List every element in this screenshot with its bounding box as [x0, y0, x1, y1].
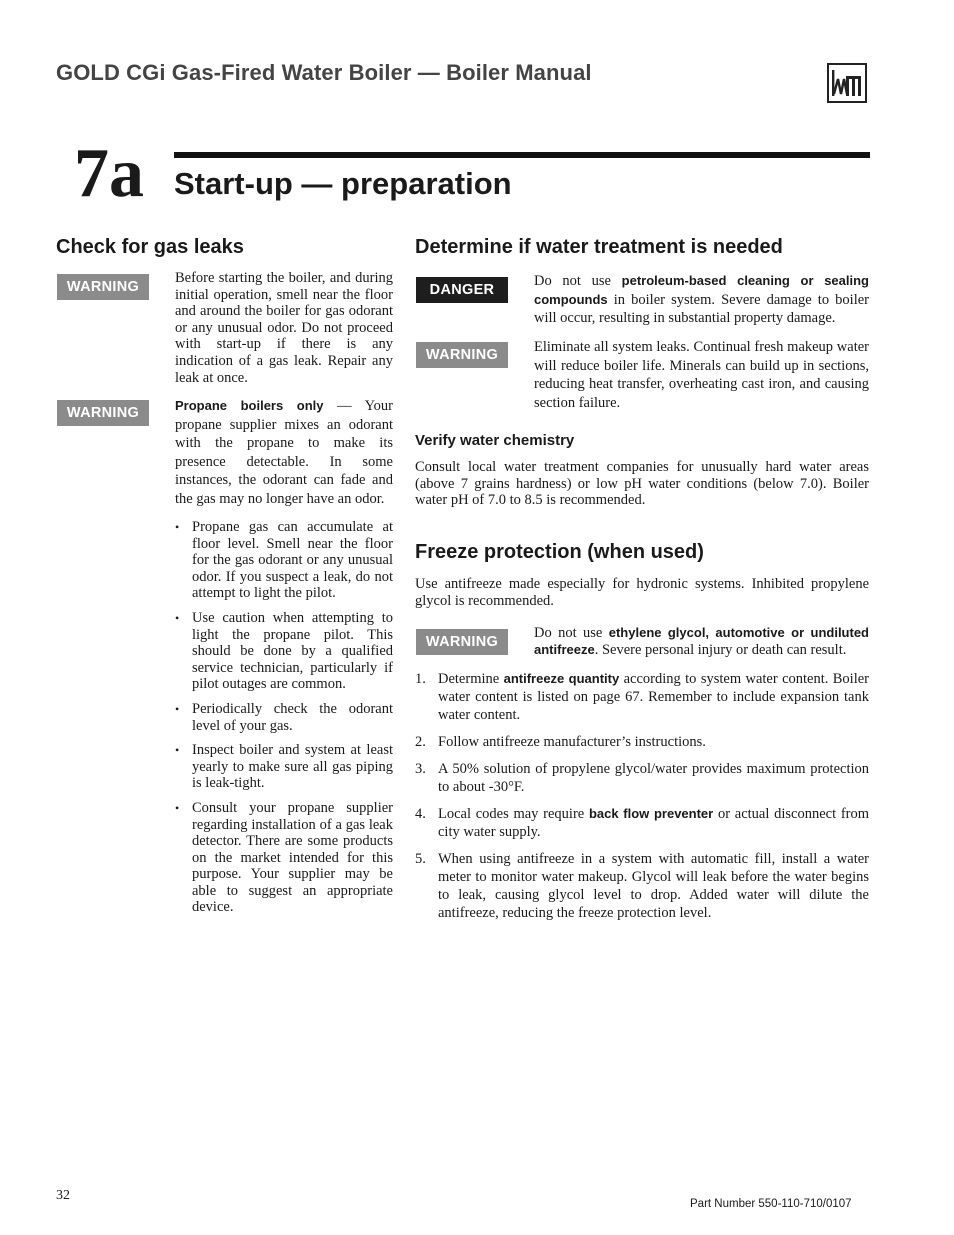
step-text-bold: antifreeze quantity	[503, 671, 620, 686]
list-item: • Consult your propane supplier regarding installation of a gas leak detector. There are some products on the market intended for this purpose. Your supplier may be able to suggest an appropriate device.	[175, 800, 393, 916]
water-chemistry-text: Consult local water treatment companies for unusually hard water areas (above 7 grains hardness) or low pH water conditions (below 7.0). Boiler water pH of 7.0 to 8.5 is recommended.	[415, 459, 869, 509]
freeze-protection-heading: Freeze protection (when used)	[415, 541, 704, 563]
list-item	[415, 850, 869, 922]
step-text: according to system water content. Boiler water content is listed on page 67. Remember to include expansion tank water content.	[438, 671, 870, 723]
antifreeze-steps-list	[415, 670, 869, 931]
antifreeze-warning-pre: Do not use	[534, 625, 609, 641]
list-item: • Propane gas can accumulate at floor level. Smell near the floor for the gas odorant or any unusual odor. If you suspect a leak, do not attempt to light the pilot.	[175, 519, 393, 602]
list-item	[415, 733, 869, 751]
danger-text-bold: petroleum-based cleaning or sealing compounds	[534, 273, 869, 307]
list-item: • Inspect boiler and system at least yearly to make sure all gas piping is leak-tight.	[175, 742, 393, 792]
step-text: A 50% solution of propylene glycol/water provides maximum protection to about -30°F.	[438, 761, 869, 795]
step-number: 4.	[415, 806, 426, 822]
step-text: Follow antifreeze manufacturer’s instructions.	[438, 734, 706, 750]
step-text: When using antifreeze in a system with automatic fill, install a water meter to monitor water makeup. Glycol will leak before the water begins to leak, causing glycol level to drop. Added water will dilute the antifreeze, reducing the freeze protection level.	[438, 851, 869, 921]
step-text: or actual disconnect from city water supply.	[438, 806, 870, 840]
water-chemistry-heading: Verify water chemistry	[415, 432, 575, 449]
danger-text	[534, 272, 869, 328]
document-title: GOLD CGi Gas-Fired Water Boiler — Boiler Manual	[56, 60, 592, 85]
step-number: 3.	[415, 761, 426, 777]
warning-badge: WARNING	[57, 400, 149, 426]
page-number: 32	[56, 1188, 70, 1203]
antifreeze-warning-bold: ethylene glycol, automotive or undiluted antifreeze	[534, 625, 869, 657]
wm-logo-icon	[827, 63, 867, 103]
danger-text-post: in boiler system. Severe damage to boiler will occur, resulting in substantial property damage.	[534, 291, 869, 327]
danger-badge: DANGER	[416, 277, 508, 303]
list-item: • Use caution when attempting to light the propane pilot. This should be done by a qualified service technician, particularly if pilot outages are common.	[175, 610, 393, 693]
step-text-bold: back flow preventer	[588, 806, 714, 821]
propane-warning-text	[175, 397, 393, 509]
antifreeze-warning-text	[534, 625, 869, 658]
step-number: 2.	[415, 734, 426, 750]
list-item	[415, 760, 869, 796]
antifreeze-warning-post: . Severe personal injury or death can result.	[594, 641, 847, 658]
propane-lead: Propane boilers only	[175, 398, 324, 413]
warning-badge: WARNING	[57, 274, 149, 300]
freeze-protection-text: Use antifreeze made especially for hydronic systems. Inhibited propylene glycol is recommended.	[415, 576, 869, 609]
list-item: • Periodically check the odorant level of your gas.	[175, 701, 393, 734]
warning-badge: WARNING	[416, 629, 508, 655]
list-item	[415, 805, 869, 841]
water-treatment-heading: Determine if water treatment is needed	[415, 236, 783, 258]
leak-warning-text: Eliminate all system leaks. Continual fresh makeup water will reduce boiler life. Minerals can build up in sections, reducing heat transfer, overheating cast iron, and causing section failure.	[534, 339, 869, 411]
gas-leak-warning-text: Before starting the boiler, and during initial operation, smell near the floor and around the boiler for gas odorant or any unusual odor. Do not proceed with start-up if there is any indication of a gas leak. Repair any leak at once.	[175, 270, 393, 386]
propane-bullet-list	[175, 519, 393, 924]
step-text: Local codes may require	[438, 806, 589, 822]
part-number: Part Number 550-110-710/0107	[690, 1198, 852, 1210]
warning-badge: WARNING	[416, 342, 508, 368]
step-number: 5.	[415, 851, 426, 867]
gas-leaks-heading: Check for gas leaks	[56, 236, 244, 258]
list-item	[415, 670, 869, 724]
section-number: 7a	[74, 135, 144, 212]
danger-text-pre: Do not use	[534, 273, 622, 289]
section-rule	[174, 152, 870, 158]
section-title: Start-up — preparation	[174, 166, 512, 201]
propane-warning-body: — Your propane supplier mixes an odorant with the propane to make its presence detectable. In some instances, the odorant can fade and the gas may no longer have an odor.	[175, 398, 393, 507]
step-number: 1.	[415, 671, 426, 687]
step-text: Determine	[438, 671, 504, 687]
